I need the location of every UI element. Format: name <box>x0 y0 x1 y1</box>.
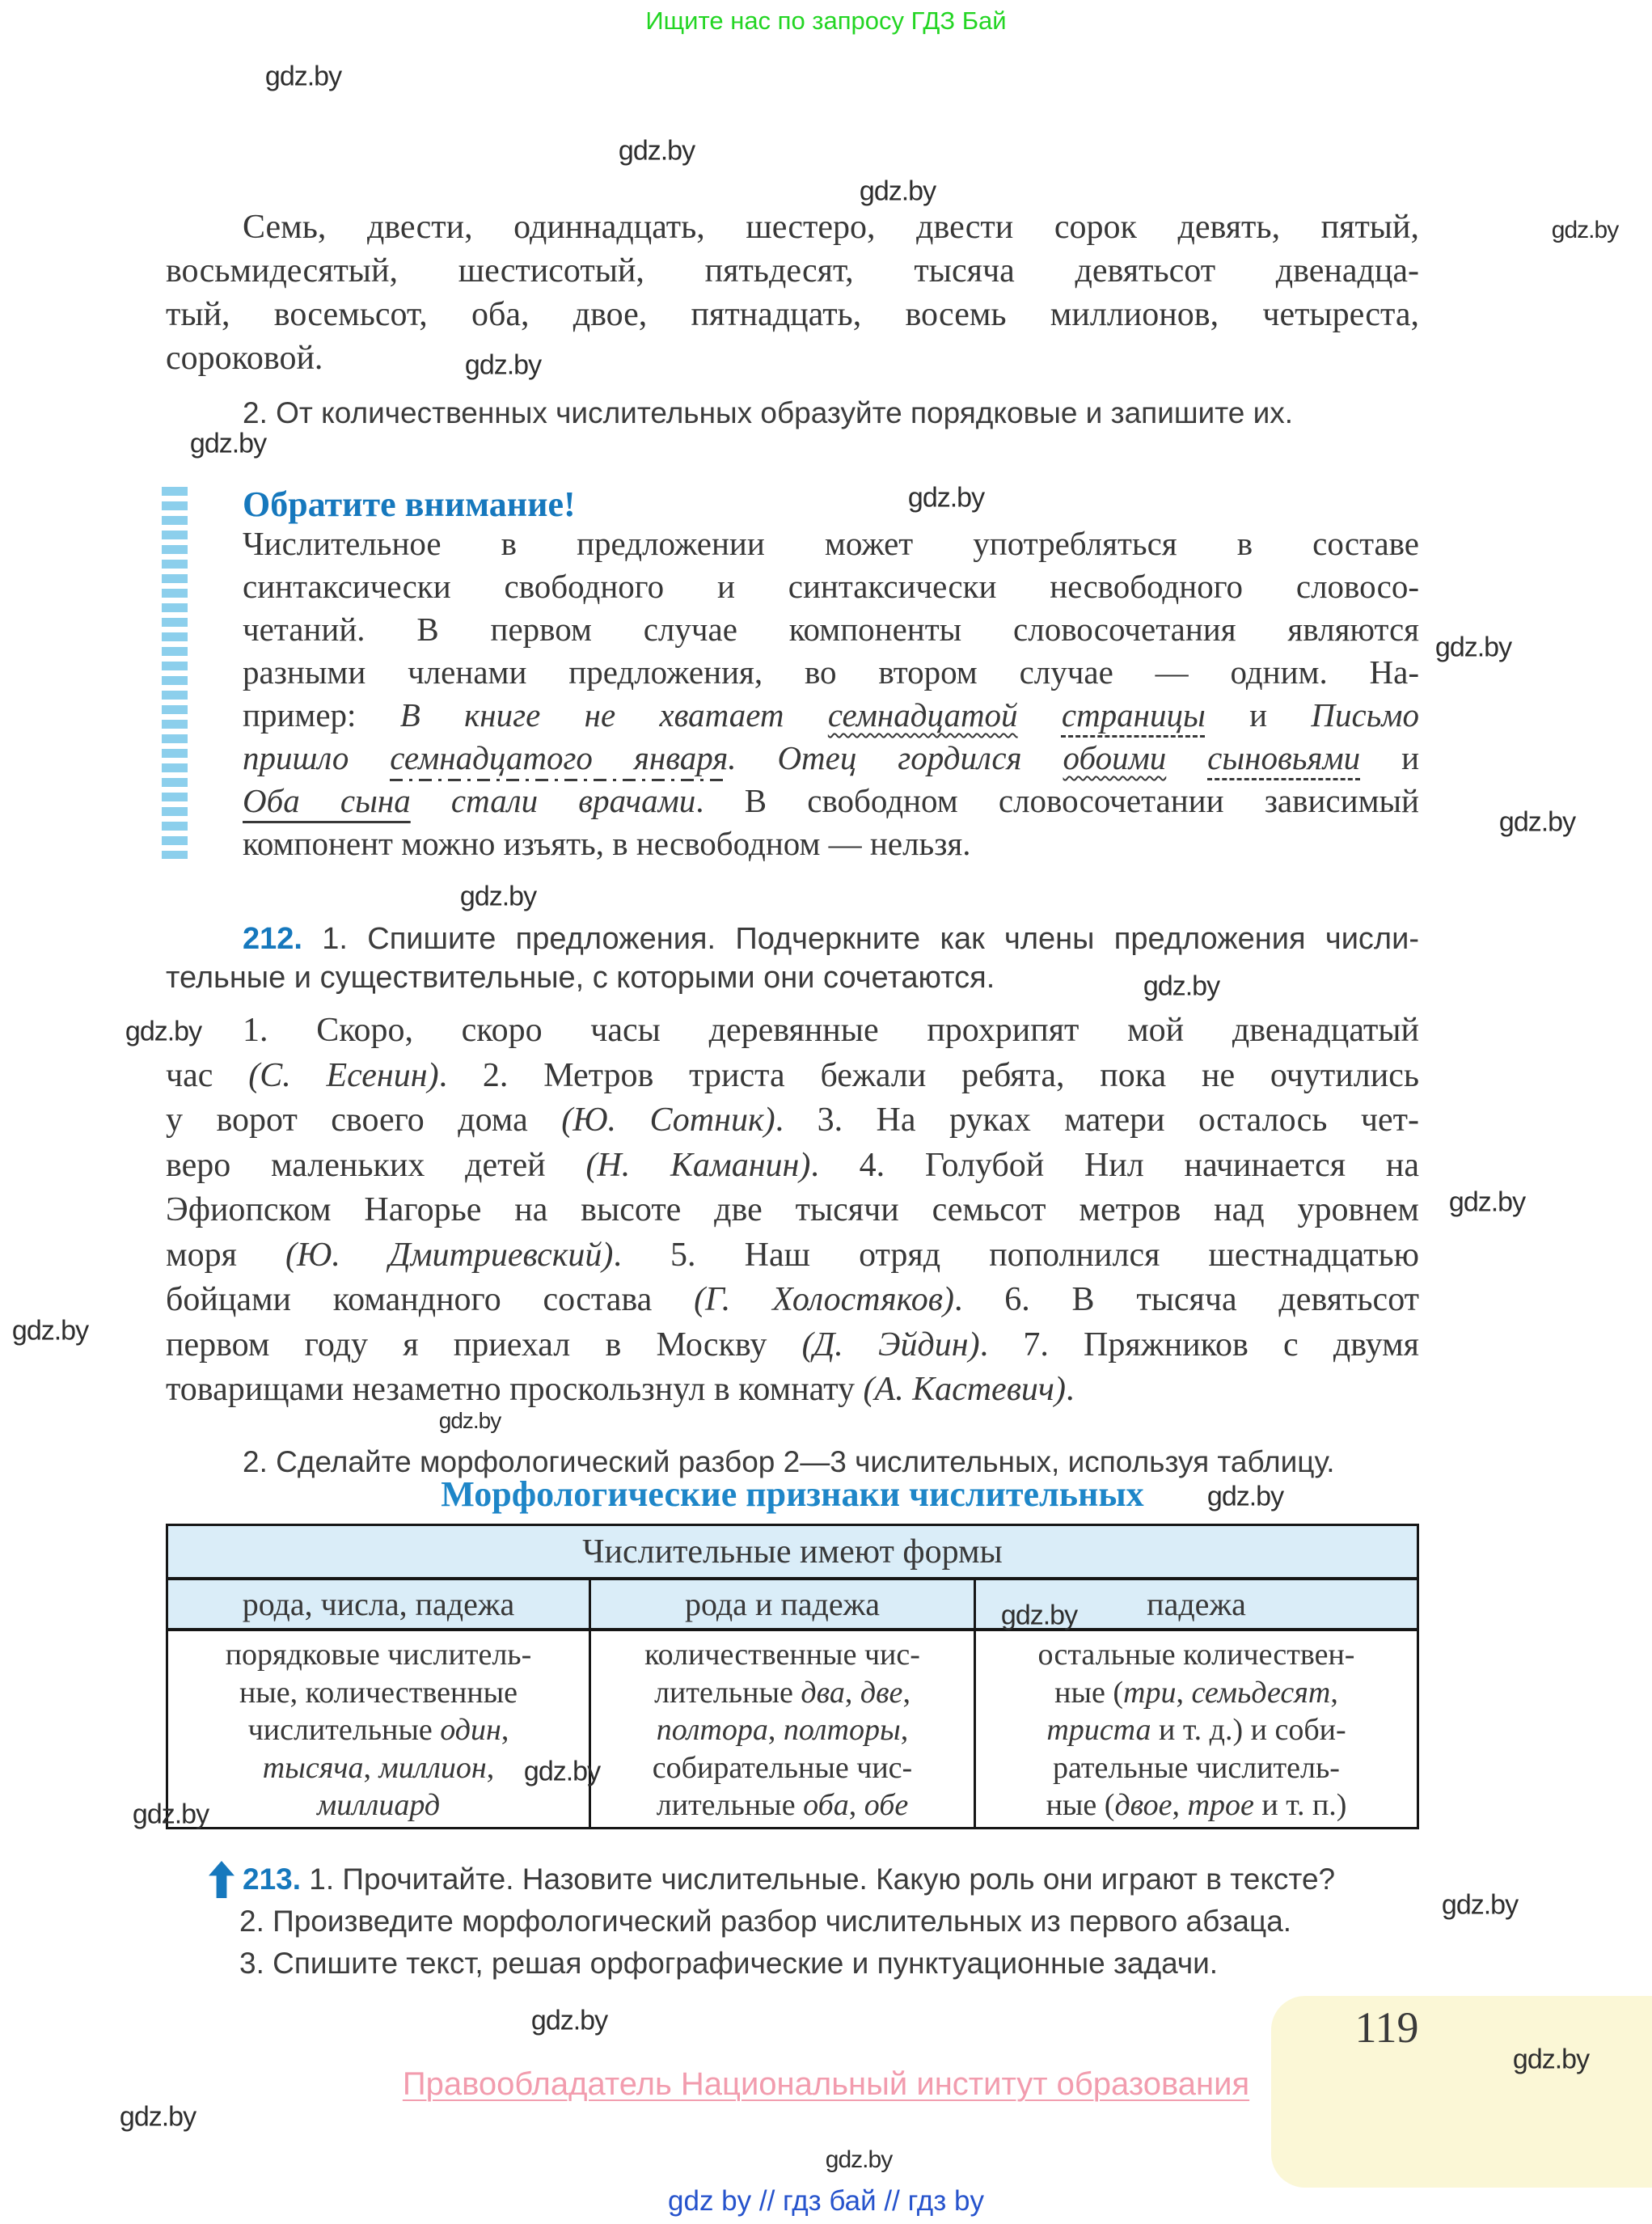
text-line: собирательные чис- <box>652 1750 913 1785</box>
watermark: gdz.by <box>132 1799 209 1830</box>
notice-title: Обратите внимание! <box>243 484 576 524</box>
text-line: Эфиопском Нагорье на высоте две тысячи семьсот метров над уровнем <box>166 1191 1419 1228</box>
watermark: gdz.by <box>125 1016 202 1047</box>
table-subheader-cell: падежа <box>1147 1586 1246 1622</box>
table-body-cell <box>976 1631 1417 1827</box>
text-line: рательные числитель- <box>1053 1750 1340 1785</box>
text-line: разными членами предложения, во втором случае — одним. На- <box>243 653 1419 691</box>
page-number: 119 <box>1354 2003 1419 2052</box>
text-line: тый, восемьсот, оба, двое, пятнадцать, восемь миллионов, четыреста, <box>166 296 1419 333</box>
table-body-cell <box>591 1631 976 1827</box>
text-line: 213. 1. Прочитайте. Назовите числительные. Какую роль они играют в тексте? <box>243 1862 1336 1896</box>
table-body-cell <box>168 1631 591 1827</box>
watermark: gdz.by <box>1143 970 1220 1002</box>
text-line: ные (двое, трое и т. п.) <box>1046 1788 1347 1822</box>
table-body-row <box>168 1631 1417 1827</box>
text-line: количественные чис- <box>644 1638 920 1672</box>
text-line: восьмидесятый, шестисотый, пятьдесят, тысяча девятьсот двенадца- <box>166 252 1419 290</box>
text-line: товарищами незаметно проскользнул в комнату (А. Кастевич). <box>166 1371 1075 1408</box>
notice-text <box>243 522 1419 865</box>
watermark: gdz.by <box>825 2146 893 2173</box>
text-line: 2. Произведите морфологический разбор числительных из первого абзаца. <box>239 1905 1292 1938</box>
text-line: сороковой. <box>166 340 323 377</box>
text-line: у ворот своего дома (Ю. Сотник). 3. На руках матери осталось чет- <box>166 1101 1419 1139</box>
text-line: синтаксически свободного и синтаксически несвободного словосо- <box>243 568 1419 605</box>
watermark: gdz.by <box>530 2005 608 2036</box>
exercise-212-sentences <box>166 1008 1419 1413</box>
text-line: тельные и существительные, с которыми они сочетаются. <box>166 961 995 995</box>
watermark: gdz.by <box>264 61 342 92</box>
text-line: Оба сына стали врачами. В свободном словосочетании зависимый <box>243 782 1420 819</box>
text-line: моря (Ю. Дмитриевский). 5. Наш отряд пополнился шестнадцатью <box>166 1236 1419 1274</box>
watermark: gdz.by <box>859 175 936 207</box>
exercise-212-head <box>166 920 1419 997</box>
watermark: gdz.by <box>1448 1186 1526 1218</box>
watermark: gdz.by <box>1441 1889 1519 1921</box>
watermark: gdz.by <box>1000 1600 1078 1631</box>
morphology-table <box>166 1524 1419 1829</box>
text-line: пример: В книге не хватает семнадцатой страницы и Письмо <box>243 696 1419 734</box>
watermark: gdz.by <box>1206 1481 1284 1512</box>
exercise-211-words <box>166 205 1419 380</box>
text-line: миллиард <box>316 1788 441 1822</box>
text-line: полтора, полторы, <box>656 1713 909 1747</box>
table-subheader-cell: рода, числа, падежа <box>168 1580 591 1628</box>
watermark: gdz.by <box>459 881 537 912</box>
watermark: gdz.by <box>1512 2044 1590 2075</box>
watermark: gdz.by <box>618 135 695 167</box>
watermark: gdz.by <box>1551 217 1619 243</box>
text-line: бойцами командного состава (Г. Холостяков). 6. В тысяча девятьсот <box>166 1281 1419 1318</box>
watermark: gdz.by <box>11 1315 89 1347</box>
exercise-211-task2 <box>166 394 1419 433</box>
table-header-row: Числительные имеют формы <box>168 1526 1417 1580</box>
table-subheader-cell: рода и падежа <box>591 1580 976 1628</box>
text-line: Числительное в предложении может употребляться в составе <box>243 525 1419 562</box>
text-line: порядковые числитель- <box>225 1638 532 1672</box>
copyright-link[interactable]: Правообладатель Национальный институт образования <box>402 2066 1250 2102</box>
text-line: четаний. В первом случае компоненты словосочетания являются <box>243 611 1419 648</box>
promo-banner: Ищите нас по запросу ГДЗ Бай <box>645 6 1007 35</box>
text-line: час (С. Есенин). 2. Метров триста бежали ребята, пока не очутились <box>166 1056 1419 1094</box>
text-line: остальные количествен- <box>1037 1638 1355 1672</box>
text-line: триста и т. д.) и соби- <box>1046 1713 1346 1747</box>
table-title: Морфологические признаки числительных <box>441 1474 1144 1514</box>
watermark: gdz.by <box>1434 632 1512 663</box>
text-line: тысяча, миллион, <box>262 1750 495 1785</box>
watermark: gdz.by <box>189 428 267 459</box>
text-line: ные, количественные <box>239 1675 518 1710</box>
exercise-213 <box>166 1858 1419 1985</box>
table-subheader-row <box>168 1580 1417 1631</box>
text-line: лительные оба, обе <box>656 1788 909 1822</box>
text-line: 2. От количественных числительных образуйте порядковые и запишите их. <box>243 396 1294 429</box>
text-line: числительные один, <box>247 1713 509 1747</box>
text-line: 2. Сделайте морфологический разбор 2—3 числительных, используя таблицу. <box>243 1445 1335 1478</box>
watermark: gdz.by <box>907 482 985 514</box>
watermark: gdz.by <box>1498 806 1576 838</box>
text-line: Семь, двести, одиннадцать, шестеро, двести сорок девять, пятый, <box>243 209 1419 246</box>
text-line: лительные два, две, <box>654 1675 911 1710</box>
watermark: gdz.by <box>119 2101 196 2133</box>
bottom-links[interactable]: gdz by // гдз бай // гдз by <box>668 2185 984 2217</box>
text-line: 3. Спишите текст, решая орфографические и пунктуационные задачи. <box>239 1947 1219 1980</box>
text-line: первом году я приехал в Москву (Д. Эйдин). 7. Пряжников с двумя <box>166 1326 1419 1364</box>
watermark: gdz.by <box>523 1756 601 1787</box>
notice-dash-strip <box>162 487 188 859</box>
watermark: gdz.by <box>438 1408 501 1433</box>
text-line: веро маленьких детей (Н. Каманин). 4. Голубой Нил начинается на <box>166 1146 1420 1184</box>
watermark: gdz.by <box>464 349 542 381</box>
text-line: 1. Скоро, скоро часы деревянные прохрипят мой двенадцатый <box>243 1012 1419 1049</box>
text-line: ные (три, семьдесят, <box>1054 1675 1338 1710</box>
text-line: пришло семнадцатого января. Отец гордился обоими сыновьями и <box>243 737 1419 780</box>
text-line: 212. 1. Спишите предложения. Подчеркните как члены предложения числи- <box>243 922 1419 956</box>
text-line: компонент можно изъять, в несвободном — нельзя. <box>243 825 971 862</box>
